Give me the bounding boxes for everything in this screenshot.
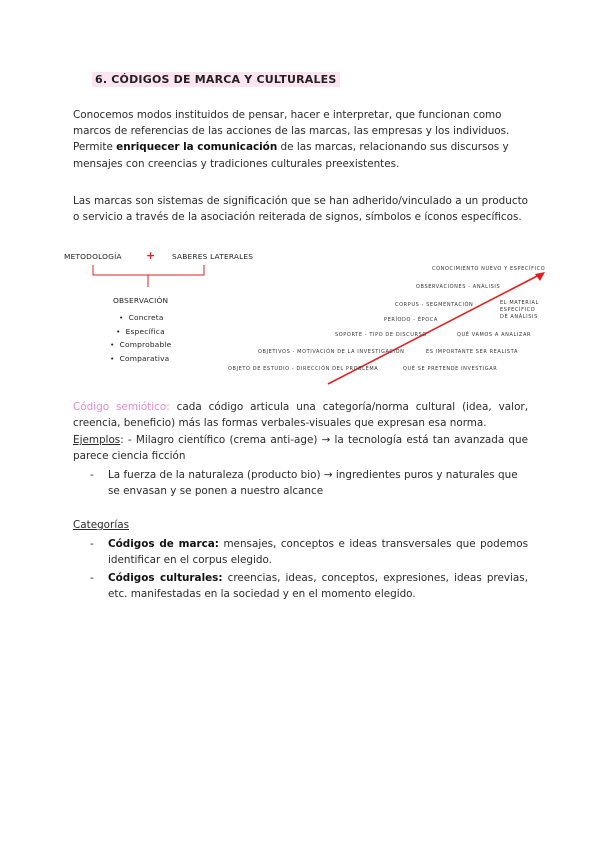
dash-bullet: - [90, 538, 94, 550]
observation-item-text: Comprobable [119, 340, 172, 349]
step-label: SOPORTE - TIPO DE DISCURSO [335, 332, 427, 338]
bracket [93, 265, 204, 275]
category-bold: Códigos culturales: [108, 572, 223, 584]
observation-item-text: Concreta [128, 313, 164, 322]
plus-sign: + [146, 249, 156, 262]
semiotic-label: Código semiótico: [73, 401, 170, 413]
observation-title: OBSERVACIÓN [113, 296, 169, 305]
observation-item-text: Específica [125, 327, 165, 336]
category-item [90, 570, 528, 602]
note-label: QUÉ VAMOS A ANALIZAR [457, 332, 532, 338]
observation-item: • Concreta [119, 313, 164, 322]
dash-bullet: - [90, 572, 94, 584]
intro-text-end: de las marcas, relacionando sus discursos y mensajes con creencias y tradiciones culturales preexistentes. [73, 141, 509, 170]
category-bold: Códigos de marca: [108, 538, 219, 550]
methodology-label: METODOLOGÍA [64, 252, 122, 261]
step-label: PERÍODO - ÉPOCA [384, 317, 438, 323]
step-label: CONOCIMIENTO NUEVO Y ESPECÍFICO [432, 266, 546, 272]
example-2-text: La fuerza de la naturaleza (producto bio) → ingredientes puros y naturales que se envasan y se ponen a nuestro alcance [108, 469, 518, 498]
semiotic-paragraph [73, 399, 528, 431]
step-label: OBJETO DE ESTUDIO - DIRECCIÓN DEL PROBLEMA [228, 366, 379, 372]
brands-paragraph: Las marcas son sistemas de significación que se han adherido/vinculado a un producto o servicio a través de la asociación reiterada de signos, símbolos e íconos específicos. [73, 195, 528, 224]
step-label: OBJETIVOS - MOTIVACIÓN DE LA INVESTIGACIÓN [258, 349, 405, 355]
section-heading: 6. CÓDIGOS DE MARCA Y CULTURALES [92, 72, 340, 87]
note-label: ES IMPORTANTE SER REALISTA [426, 349, 518, 355]
observation-item: • Comparativa [110, 354, 170, 363]
examples-text: : - Milagro científico (crema anti-age) → la tecnología está tan avanzada que parece ciencia ficción [73, 434, 528, 463]
example-2 [90, 467, 530, 499]
intro-bold: enriquecer la comunicación [116, 141, 278, 154]
diagram-graphics [0, 0, 600, 400]
lateral-label: SABERES LATERALES [172, 252, 254, 261]
semiotic-text: cada código articula una categoría/norma cultural (idea, valor, creencia, beneficio) más las formas verbales-visuales que expresan esa norma. [73, 401, 528, 430]
examples-paragraph [73, 432, 528, 464]
categories-title: Categorías [73, 519, 129, 531]
category-item [90, 536, 528, 568]
observation-item: • Específica [116, 327, 165, 336]
observation-item-text: Comparativa [119, 354, 170, 363]
step-label: CORPUS - SEGMENTACIÓN [395, 302, 474, 308]
intro-line-1: Conocemos modos instituidos de pensar, hacer e interpretar, que funcionan como marcos de referencias de las acciones de las marcas, las empresas y los individuos. [73, 109, 510, 138]
category-text: creencias, ideas, conceptos, expresiones, ideas previas, etc. manifestadas en la sociedad y en el momento elegido. [108, 572, 528, 601]
note-label: EL MATERIAL ESPECÍFICO DE ANÁLISIS [500, 300, 539, 320]
intro-text: Permite [73, 141, 117, 154]
note-label: QUÉ SE PRETENDE INVESTIGAR [403, 366, 498, 372]
dash-bullet: - [90, 469, 94, 481]
examples-label: Ejemplos [73, 434, 121, 446]
observation-item: • Comprobable [110, 340, 172, 349]
step-label: OBSERVACIONES - ANÁLISIS [416, 284, 501, 290]
category-text: mensajes, conceptos e ideas transversales que podemos identificar en el corpus elegido. [108, 538, 528, 567]
